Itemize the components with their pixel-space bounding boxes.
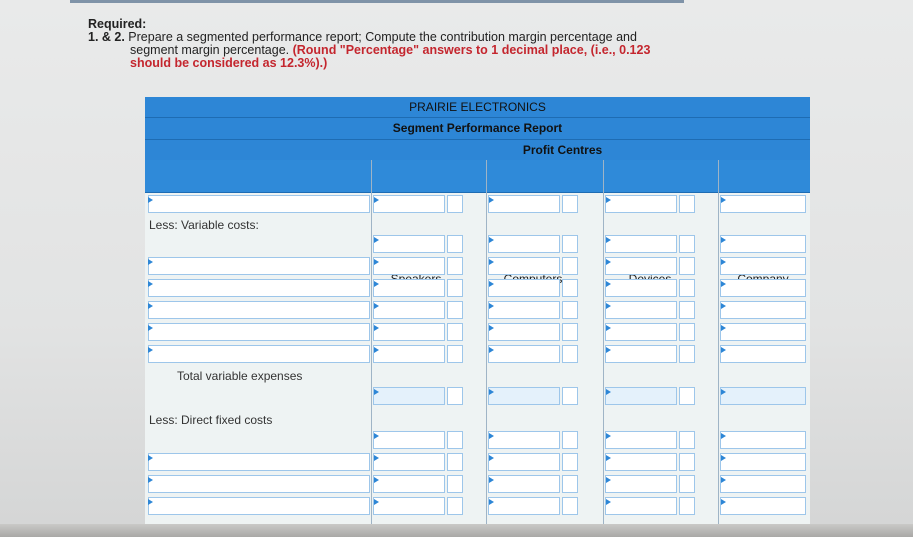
amount-input-cell[interactable]	[373, 301, 445, 319]
percent-input-cell[interactable]	[447, 431, 463, 449]
cell-marker-icon	[489, 477, 494, 483]
cell-marker-icon	[489, 347, 494, 353]
screen-bezel	[0, 524, 913, 537]
cell-marker-icon	[721, 347, 726, 353]
profit-centres-label: Profit Centres	[522, 143, 603, 157]
dropdown-marker-icon	[148, 477, 153, 483]
cell-marker-icon	[606, 303, 611, 309]
cell-marker-icon	[374, 325, 379, 331]
amount-input-cell[interactable]	[373, 279, 445, 297]
percent-input-cell[interactable]	[679, 195, 695, 213]
cell-marker-icon	[374, 499, 379, 505]
amount-input-cell[interactable]	[720, 345, 806, 363]
column-divider	[603, 160, 604, 537]
percent-input-cell[interactable]	[679, 279, 695, 297]
cell-marker-icon	[374, 347, 379, 353]
amount-input-cell[interactable]	[605, 235, 677, 253]
cell-marker-icon	[489, 455, 494, 461]
report-title-header	[145, 118, 810, 140]
cell-marker-icon	[721, 303, 726, 309]
percent-input-cell[interactable]	[679, 301, 695, 319]
cell-marker-icon	[489, 237, 494, 243]
cell-marker-icon	[374, 433, 379, 439]
report-title: Segment Performance Report	[392, 121, 563, 135]
amount-input-cell[interactable]	[373, 453, 445, 471]
amount-input-cell[interactable]	[605, 301, 677, 319]
amount-input-cell[interactable]	[605, 345, 677, 363]
amount-input-cell[interactable]	[720, 475, 806, 493]
step-label: 1. & 2.	[88, 30, 125, 44]
amount-input-cell[interactable]	[488, 387, 560, 405]
required-label: Required:	[88, 17, 147, 31]
cell-marker-icon	[374, 455, 379, 461]
cell-marker-icon	[489, 499, 494, 505]
cell-marker-icon	[606, 389, 611, 395]
cell-marker-icon	[489, 259, 494, 265]
cell-marker-icon	[374, 259, 379, 265]
cell-marker-icon	[606, 325, 611, 331]
column-divider	[718, 160, 719, 537]
percent-input-cell[interactable]	[447, 195, 463, 213]
percent-input-cell[interactable]	[447, 323, 463, 341]
cell-marker-icon	[721, 281, 726, 287]
cell-marker-icon	[606, 477, 611, 483]
amount-input-cell[interactable]	[488, 279, 560, 297]
amount-input-cell[interactable]	[720, 323, 806, 341]
percent-input-cell[interactable]	[447, 301, 463, 319]
cell-marker-icon	[606, 259, 611, 265]
amount-input-cell[interactable]	[488, 235, 560, 253]
percent-input-cell[interactable]	[679, 235, 695, 253]
percent-input-cell[interactable]	[562, 387, 578, 405]
cell-marker-icon	[606, 237, 611, 243]
amount-input-cell[interactable]	[605, 387, 677, 405]
dropdown-marker-icon	[148, 455, 153, 461]
column-divider	[371, 160, 372, 537]
percent-input-cell[interactable]	[679, 431, 695, 449]
cell-marker-icon	[721, 455, 726, 461]
percent-input-cell[interactable]	[562, 195, 578, 213]
amount-input-cell[interactable]	[488, 431, 560, 449]
amount-input-cell[interactable]	[488, 345, 560, 363]
company-header	[145, 97, 810, 118]
percent-input-cell[interactable]	[562, 301, 578, 319]
dropdown-marker-icon	[148, 499, 153, 505]
column-divider	[486, 160, 487, 537]
cell-marker-icon	[721, 433, 726, 439]
percent-input-cell[interactable]	[562, 453, 578, 471]
amount-input-cell[interactable]	[605, 323, 677, 341]
top-bar	[70, 0, 684, 3]
row-label-input[interactable]	[148, 497, 370, 515]
percent-input-cell[interactable]	[679, 497, 695, 515]
amount-input-cell[interactable]	[488, 475, 560, 493]
cell-marker-icon	[374, 281, 379, 287]
cell-marker-icon	[721, 259, 726, 265]
total-variable-label: Total variable expenses	[177, 369, 303, 383]
amount-input-cell[interactable]	[605, 453, 677, 471]
amount-input-cell[interactable]	[605, 497, 677, 515]
amount-input-cell[interactable]	[605, 475, 677, 493]
amount-input-cell[interactable]	[605, 279, 677, 297]
cell-marker-icon	[489, 325, 494, 331]
percent-input-cell[interactable]	[447, 235, 463, 253]
cell-marker-icon	[374, 477, 379, 483]
percent-input-cell[interactable]	[447, 279, 463, 297]
amount-input-cell[interactable]	[605, 257, 677, 275]
amount-input-cell[interactable]	[720, 235, 806, 253]
row-label-input[interactable]	[148, 257, 370, 275]
amount-input-cell[interactable]	[720, 301, 806, 319]
amount-input-cell[interactable]	[488, 323, 560, 341]
cell-marker-icon	[721, 197, 726, 203]
cell-marker-icon	[606, 197, 611, 203]
dropdown-marker-icon	[148, 259, 153, 265]
cell-marker-icon	[721, 477, 726, 483]
amount-input-cell[interactable]	[720, 453, 806, 471]
percent-input-cell[interactable]	[679, 387, 695, 405]
cell-marker-icon	[721, 389, 726, 395]
percent-input-cell[interactable]	[562, 235, 578, 253]
row-label-input[interactable]	[148, 301, 370, 319]
instructions	[88, 18, 678, 70]
row-label-input[interactable]	[148, 195, 370, 213]
cell-marker-icon	[489, 303, 494, 309]
percent-input-cell[interactable]	[562, 279, 578, 297]
percent-input-cell[interactable]	[447, 257, 463, 275]
amount-input-cell[interactable]	[373, 475, 445, 493]
percent-input-cell[interactable]	[679, 453, 695, 471]
cell-marker-icon	[721, 237, 726, 243]
instruction-text-2: segment margin percentage.	[130, 43, 293, 57]
row-label-input[interactable]	[148, 453, 370, 471]
amount-input-cell[interactable]	[720, 279, 806, 297]
row-label-input[interactable]	[148, 279, 370, 297]
amount-input-cell[interactable]	[373, 497, 445, 515]
amount-input-cell[interactable]	[488, 453, 560, 471]
cell-marker-icon	[489, 389, 494, 395]
dropdown-marker-icon	[148, 303, 153, 309]
direct-fixed-label: Less: Direct fixed costs	[149, 413, 273, 427]
percent-input-cell[interactable]	[447, 453, 463, 471]
cell-marker-icon	[606, 433, 611, 439]
amount-input-cell[interactable]	[720, 257, 806, 275]
cell-marker-icon	[606, 347, 611, 353]
amount-input-cell[interactable]	[488, 257, 560, 275]
percent-input-cell[interactable]	[562, 257, 578, 275]
percent-input-cell[interactable]	[562, 323, 578, 341]
percent-input-cell[interactable]	[562, 475, 578, 493]
dropdown-marker-icon	[148, 197, 153, 203]
percent-input-cell[interactable]	[447, 345, 463, 363]
amount-input-cell[interactable]	[373, 257, 445, 275]
cell-marker-icon	[374, 303, 379, 309]
percent-input-cell[interactable]	[447, 387, 463, 405]
cell-marker-icon	[374, 389, 379, 395]
cell-marker-icon	[606, 499, 611, 505]
percent-input-cell[interactable]	[679, 257, 695, 275]
percent-input-cell[interactable]	[562, 431, 578, 449]
amount-input-cell[interactable]	[373, 387, 445, 405]
variable-costs-label: Less: Variable costs:	[149, 218, 259, 232]
instruction-text-1: Prepare a segmented performance report; Compute the contribution margin percentage and	[124, 30, 637, 44]
cell-marker-icon	[489, 433, 494, 439]
cell-marker-icon	[489, 197, 494, 203]
amount-input-cell[interactable]	[488, 497, 560, 515]
amount-input-cell[interactable]	[488, 195, 560, 213]
cell-marker-icon	[374, 237, 379, 243]
amount-input-cell[interactable]	[720, 387, 806, 405]
percent-input-cell[interactable]	[679, 345, 695, 363]
amount-input-cell[interactable]	[373, 235, 445, 253]
amount-input-cell[interactable]	[373, 345, 445, 363]
dropdown-marker-icon	[148, 347, 153, 353]
amount-input-cell[interactable]	[605, 195, 677, 213]
segment-report-sheet	[145, 97, 810, 537]
row-label-input[interactable]	[148, 323, 370, 341]
amount-input-cell[interactable]	[605, 431, 677, 449]
percent-input-cell[interactable]	[562, 345, 578, 363]
row-label-input[interactable]	[148, 475, 370, 493]
amount-input-cell[interactable]	[720, 195, 806, 213]
percent-input-cell[interactable]	[447, 475, 463, 493]
cell-marker-icon	[721, 499, 726, 505]
cell-marker-icon	[606, 281, 611, 287]
percent-input-cell[interactable]	[679, 323, 695, 341]
amount-input-cell[interactable]	[373, 195, 445, 213]
row-label-input[interactable]	[148, 345, 370, 363]
rounding-note-cont: should be considered as 12.3%).)	[130, 56, 328, 70]
amount-input-cell[interactable]	[373, 323, 445, 341]
dropdown-marker-icon	[148, 325, 153, 331]
amount-input-cell[interactable]	[373, 431, 445, 449]
percent-input-cell[interactable]	[679, 475, 695, 493]
rounding-note: (Round "Percentage" answers to 1 decimal place, (i.e., 0.123	[292, 43, 651, 57]
amount-input-cell[interactable]	[720, 431, 806, 449]
amount-input-cell[interactable]	[720, 497, 806, 515]
amount-input-cell[interactable]	[488, 301, 560, 319]
percent-input-cell[interactable]	[447, 497, 463, 515]
cell-marker-icon	[374, 197, 379, 203]
dropdown-marker-icon	[148, 281, 153, 287]
profit-centres-header	[145, 140, 810, 161]
cell-marker-icon	[721, 325, 726, 331]
company-name: PRAIRIE ELECTRONICS	[409, 100, 546, 114]
cell-marker-icon	[606, 455, 611, 461]
column-header-row	[145, 160, 810, 193]
cell-marker-icon	[489, 281, 494, 287]
percent-input-cell[interactable]	[562, 497, 578, 515]
